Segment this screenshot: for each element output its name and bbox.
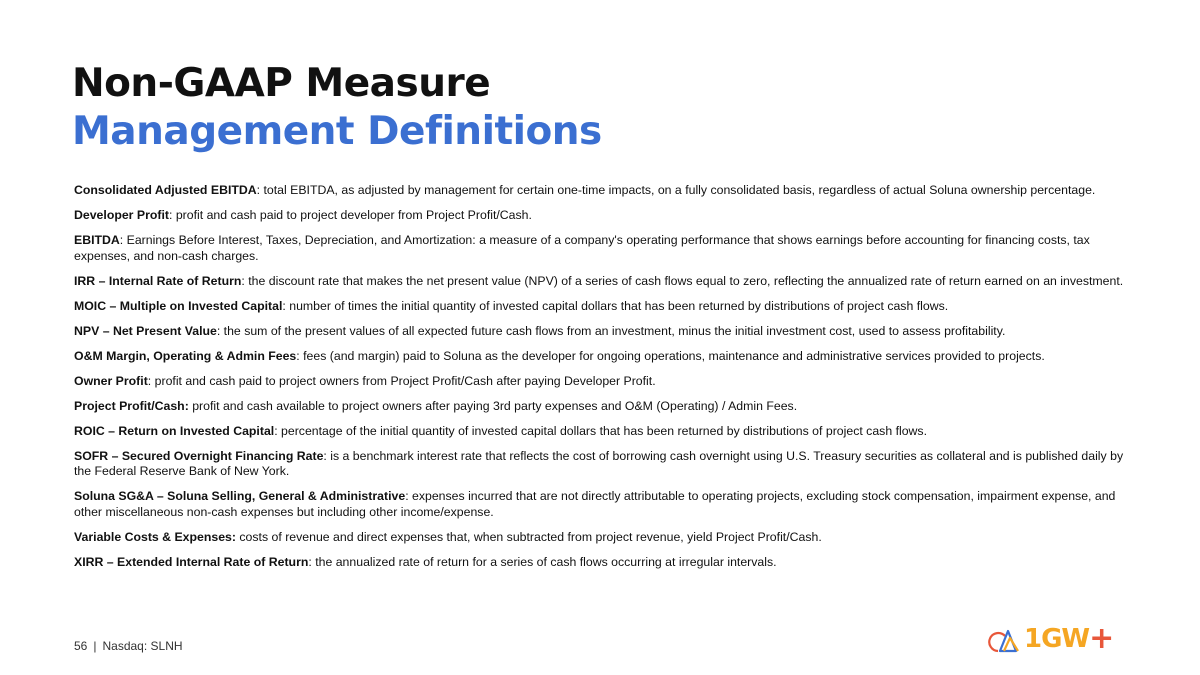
definition-term: ROIC – Return on Invested Capital bbox=[74, 423, 275, 438]
soluna-logo-icon bbox=[988, 624, 1024, 654]
title-line-primary: Non-GAAP Measure bbox=[72, 61, 491, 106]
definition-term: Variable Costs & Expenses: bbox=[74, 529, 236, 544]
definition-item bbox=[74, 349, 1134, 365]
definition-text: : the discount rate that makes the net present value (NPV) of a series of cash flows equal to zero, reflecting the annualized rate of return earned on an investment. bbox=[241, 273, 1124, 288]
definition-text: : Earnings Before Interest, Taxes, Depreciation, and Amortization: a measure of a company's operating performance that shows earnings before accounting for financing costs, tax expenses, and non-cash charges. bbox=[74, 233, 1090, 263]
definition-term: IRR – Internal Rate of Return bbox=[74, 273, 242, 288]
definition-text: : total EBITDA, as adjusted by management for certain one-time impacts, on a fully consolidated basis, regardless of actual Soluna ownership percentage. bbox=[256, 183, 1096, 197]
definition-item bbox=[74, 449, 1134, 480]
title-line-secondary: Management Definitions bbox=[72, 109, 602, 154]
page-number: 56 bbox=[74, 639, 88, 653]
definition-term: NPV – Net Present Value bbox=[74, 323, 217, 338]
definition-term: EBITDA bbox=[74, 233, 120, 247]
definition-item bbox=[74, 233, 1134, 264]
definition-item bbox=[74, 274, 1134, 290]
page-title bbox=[72, 60, 602, 156]
definition-item bbox=[74, 299, 1134, 315]
definition-term: MOIC – Multiple on Invested Capital bbox=[74, 298, 283, 313]
definition-term: XIRR – Extended Internal Rate of Return bbox=[74, 554, 309, 569]
definition-term: Project Profit/Cash: bbox=[74, 398, 189, 413]
definition-text: : fees (and margin) paid to Soluna as the developer for ongoing operations, maintenance and administrative services provided to projects. bbox=[296, 348, 1045, 363]
definition-text: : expenses incurred that are not directly attributable to operating projects, excluding stock compensation, impairment expense, and other miscellaneous non-cash expenses but including other income/expense. bbox=[74, 489, 1116, 519]
brand-logo bbox=[988, 621, 1115, 656]
definition-item bbox=[74, 424, 1134, 440]
definition-text: profit and cash available to project owners after paying 3rd party expenses and O&M (Operating) / Admin Fees. bbox=[188, 398, 798, 413]
definition-item bbox=[74, 374, 1134, 390]
definition-term: Soluna SG&A – Soluna Selling, General & Administrative bbox=[74, 489, 406, 503]
ticker-label: Nasdaq: SLNH bbox=[102, 639, 183, 653]
definition-text: : profit and cash paid to project owners from Project Profit/Cash after paying Developer Profit. bbox=[147, 373, 656, 388]
definition-item bbox=[74, 489, 1134, 520]
definition-text: costs of revenue and direct expenses that, when subtracted from project revenue, yield Project Profit/Cash. bbox=[235, 529, 822, 544]
definition-item bbox=[74, 208, 1134, 224]
definition-term: SOFR – Secured Overnight Financing Rate bbox=[74, 448, 324, 463]
definition-item bbox=[74, 555, 1134, 571]
definition-text: : is a benchmark interest rate that reflects the cost of borrowing cash overnight using U.S. Treasury securities as collateral and is published daily by the Federal Reserve Bank of New York. bbox=[74, 448, 1124, 478]
footer bbox=[74, 639, 183, 653]
definition-item bbox=[74, 183, 1134, 199]
definition-item bbox=[74, 324, 1134, 340]
footer-separator: | bbox=[93, 639, 97, 653]
definition-item bbox=[74, 399, 1134, 415]
definition-term: Consolidated Adjusted EBITDA bbox=[74, 183, 257, 197]
definition-text: : percentage of the initial quantity of invested capital dollars that has been returned by distributions of project cash flows. bbox=[274, 423, 928, 438]
logo-text: 1GW bbox=[1024, 624, 1090, 654]
definition-text: : number of times the initial quantity of invested capital dollars that has been returned by distributions of project cash flows. bbox=[282, 298, 949, 313]
definition-text: : profit and cash paid to project developer from Project Profit/Cash. bbox=[168, 208, 532, 222]
definition-text: : the sum of the present values of all expected future cash flows from an investment, minus the initial investment cost, used to assess profitability. bbox=[216, 323, 1006, 338]
definition-item bbox=[74, 530, 1134, 546]
definition-term: O&M Margin, Operating & Admin Fees bbox=[74, 348, 297, 363]
definition-term: Developer Profit bbox=[74, 208, 169, 222]
definitions-list bbox=[74, 183, 1134, 580]
definition-term: Owner Profit bbox=[74, 373, 148, 388]
definition-text: : the annualized rate of return for a series of cash flows occurring at irregular intervals. bbox=[308, 554, 777, 569]
logo-plus-icon: + bbox=[1089, 621, 1115, 656]
